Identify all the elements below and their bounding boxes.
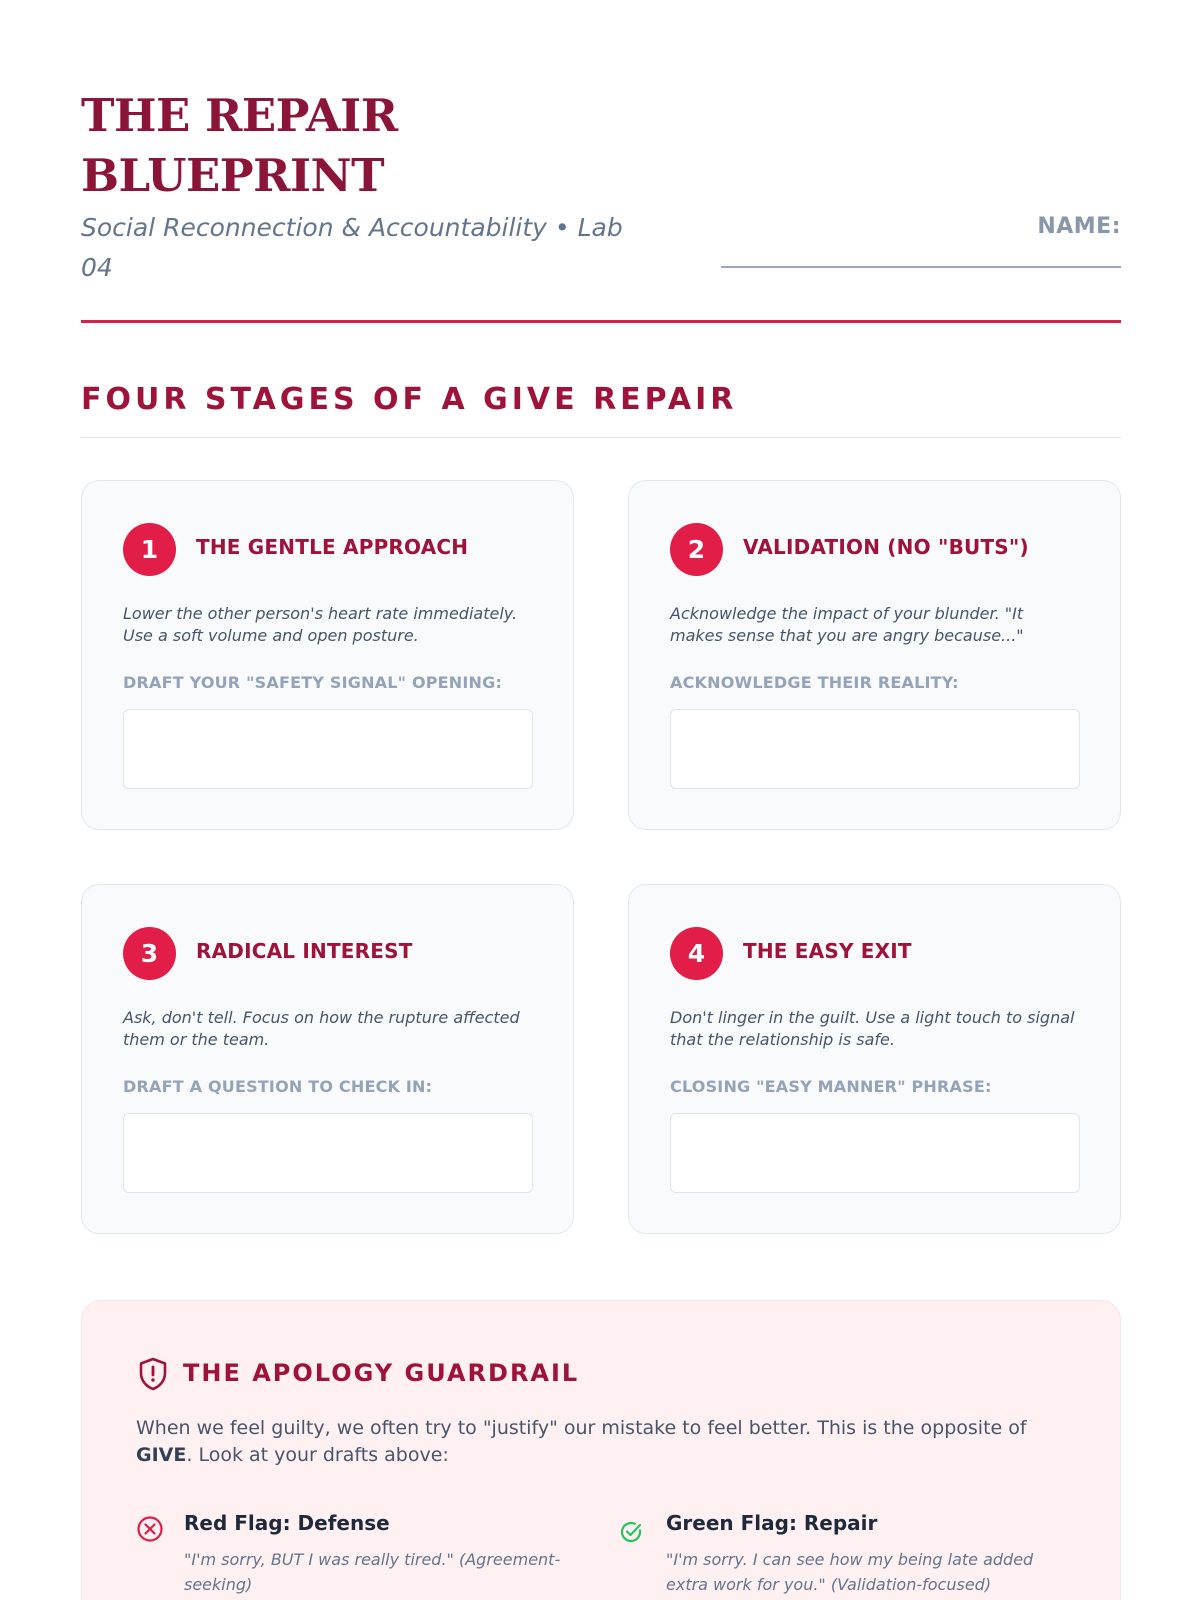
stage-card-4: [628, 884, 1121, 1234]
green-flag-title: Green Flag: Repair: [666, 1511, 878, 1535]
stage-prompt-label: CLOSING "EASY MANNER" PHRASE:: [670, 1077, 992, 1096]
stage-prompt-label: DRAFT YOUR "SAFETY SIGNAL" OPENING:: [123, 673, 503, 692]
stage-description: Acknowledge the impact of your blunder. "It makes sense that you are angry because...": [670, 604, 1024, 645]
stage-prompt-label: DRAFT A QUESTION TO CHECK IN:: [123, 1077, 433, 1096]
page-title: THE REPAIR BLUEPRINT: [81, 89, 398, 202]
stage-number-badge: 1: [123, 523, 176, 576]
name-label: NAME:: [1037, 214, 1121, 239]
name-input-line[interactable]: [721, 266, 1121, 268]
section-divider: [81, 437, 1121, 438]
stage-title: RADICAL INTEREST: [196, 939, 413, 963]
stage-answer-box[interactable]: [123, 709, 533, 789]
stage-number-badge: 4: [670, 927, 723, 980]
header-divider: [81, 320, 1121, 323]
guardrail-body-text-end: . Look at your drafts above:: [186, 1444, 449, 1466]
stage-title: VALIDATION (NO "BUTS"): [743, 535, 1029, 559]
section-title: FOUR STAGES OF A GIVE REPAIR: [81, 382, 738, 417]
stage-description: Don't linger in the guilt. Use a light touch to signal that the relationship is safe.: [670, 1008, 1075, 1049]
check-circle-icon: [618, 1519, 644, 1545]
stage-prompt-label: ACKNOWLEDGE THEIR REALITY:: [670, 673, 959, 692]
stage-description: Ask, don't tell. Focus on how the rupture affected them or the team.: [123, 1008, 520, 1049]
guardrail-body-emphasis: GIVE: [136, 1444, 187, 1466]
guardrail-body-text: When we feel guilty, we often try to "justify" our mistake to feel better. This is the opposite of: [136, 1417, 1027, 1439]
green-flag-quote: "I'm sorry. I can see how my being late added extra work for you." (Validation-focused): [666, 1550, 1034, 1594]
red-flag-quote: "I'm sorry, BUT I was really tired." (Agreement-seeking): [184, 1550, 561, 1594]
x-circle-icon: [136, 1515, 164, 1543]
stage-card-1: [81, 480, 574, 830]
stage-answer-box[interactable]: [123, 1113, 533, 1193]
name-field-block: [1037, 214, 1121, 239]
guardrail-body: [136, 1415, 1036, 1469]
page-subtitle: Social Reconnection & Accountability • Lab 04: [81, 213, 623, 282]
stage-title: THE EASY EXIT: [743, 939, 912, 963]
stage-answer-box[interactable]: [670, 709, 1080, 789]
guardrail-title: THE APOLOGY GUARDRAIL: [183, 1359, 580, 1387]
red-flag-title: Red Flag: Defense: [184, 1511, 390, 1535]
shield-alert-icon: [138, 1357, 168, 1391]
stage-card-2: [628, 480, 1121, 830]
apology-guardrail-panel: [81, 1300, 1121, 1600]
page-header: [81, 86, 1121, 324]
stage-card-3: [81, 884, 574, 1234]
stage-title: THE GENTLE APPROACH: [196, 535, 469, 559]
stage-description: Lower the other person's heart rate immediately. Use a soft volume and open posture.: [123, 604, 518, 645]
stage-number-badge: 3: [123, 927, 176, 980]
stage-number-badge: 2: [670, 523, 723, 576]
stage-answer-box[interactable]: [670, 1113, 1080, 1193]
